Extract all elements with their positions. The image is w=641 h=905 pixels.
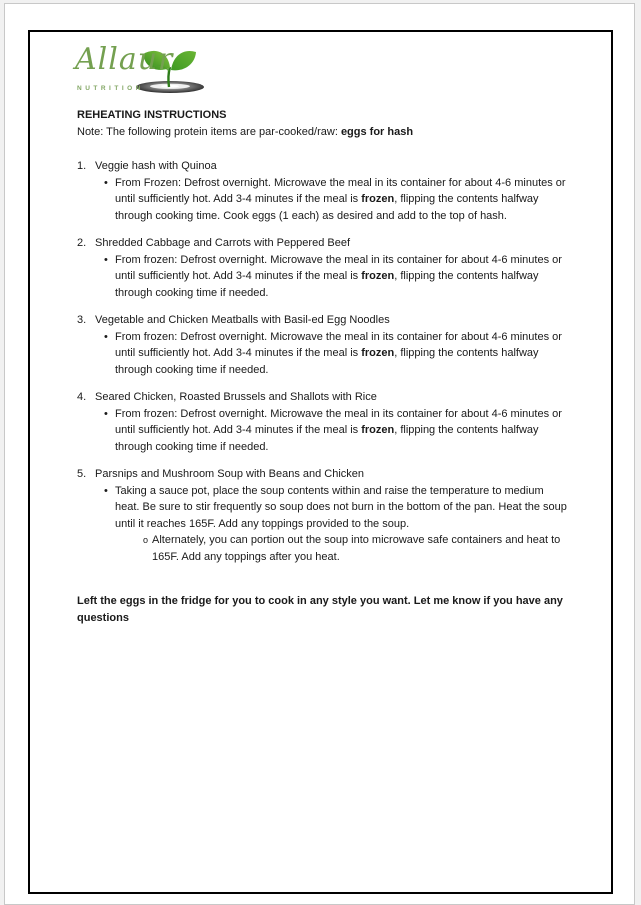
text-segment: , flipping the contents halfway through cooking time. Cook eggs (1 each) as desired and add to the top of hash. bbox=[115, 193, 539, 222]
sub-bullet-marker: o bbox=[143, 535, 149, 545]
item-heading bbox=[77, 466, 569, 483]
item-bullets bbox=[77, 483, 569, 566]
item-title: Veggie hash with Quinoa bbox=[95, 160, 217, 172]
bullet-marker: • bbox=[104, 253, 108, 266]
list-item bbox=[77, 389, 569, 455]
note-line bbox=[77, 124, 569, 141]
item-number: 5. bbox=[77, 468, 87, 480]
logo bbox=[75, 40, 215, 92]
document-content bbox=[77, 40, 569, 626]
bold-text-segment: frozen bbox=[361, 270, 395, 282]
brand-name: Allaur bbox=[75, 42, 174, 77]
text-segment: , flipping the contents halfway through cooking time if needed. bbox=[115, 424, 539, 453]
bullet-text bbox=[115, 329, 568, 379]
document-frame bbox=[28, 30, 613, 894]
item-title: Parsnips and Mushroom Soup with Beans and Chicken bbox=[95, 468, 365, 480]
sub-bullet-item bbox=[143, 532, 569, 565]
list-item bbox=[77, 158, 569, 224]
item-number: 1. bbox=[77, 160, 87, 172]
bullet-item bbox=[104, 406, 569, 456]
brand-subtitle: NUTRITION bbox=[77, 85, 144, 92]
item-title: Shredded Cabbage and Carrots with Peppered Beef bbox=[95, 237, 351, 249]
instruction-list bbox=[77, 158, 569, 565]
item-heading bbox=[77, 312, 569, 329]
bullet-text bbox=[115, 175, 568, 225]
text-segment: Alternately, you can portion out the soup into microwave safe containers and heat to 165F. Add any toppings after you heat. bbox=[152, 534, 561, 563]
item-number: 4. bbox=[77, 391, 87, 403]
text-segment: , flipping the contents halfway through cooking time if needed. bbox=[115, 347, 539, 376]
item-bullets bbox=[77, 175, 569, 225]
text-segment: From frozen: Defrost overnight. Microwave the meal in its container for about 4-6 minutes or until sufficiently hot. Add 3-4 minutes if the meal is bbox=[115, 253, 562, 282]
bullet-marker: • bbox=[104, 484, 108, 497]
item-number: 2. bbox=[77, 237, 87, 249]
bullet-item bbox=[104, 329, 569, 379]
bullet-marker: • bbox=[104, 330, 108, 343]
item-heading bbox=[77, 158, 569, 175]
sub-bullet-text bbox=[152, 532, 569, 565]
bullet-text bbox=[115, 252, 568, 302]
item-bullets bbox=[77, 252, 569, 302]
bold-text-segment: frozen bbox=[361, 347, 395, 359]
item-bullets bbox=[77, 329, 569, 379]
item-heading bbox=[77, 235, 569, 252]
bold-text-segment: frozen bbox=[361, 424, 395, 436]
text-segment: From Frozen: Defrost overnight. Microwave the meal in its container for about 4-6 minutes or until sufficiently hot. Add 3-4 minutes if the meal is bbox=[115, 176, 566, 205]
bullet-text bbox=[115, 406, 568, 456]
bullet-item bbox=[104, 483, 569, 533]
item-heading bbox=[77, 389, 569, 406]
item-number: 3. bbox=[77, 314, 87, 326]
bullet-item bbox=[104, 175, 569, 225]
text-segment: , flipping the contents halfway through cooking time if needed. bbox=[115, 270, 539, 299]
text-segment: Taking a sauce pot, place the soup contents within and raise the temperature to medium heat. Be sure to stir frequently so soup does not burn in the bottom of the pan. Heat the soup until it reaches 165F. Add any toppings provided to the soup. bbox=[115, 484, 567, 530]
text-segment: From frozen: Defrost overnight. Microwave the meal in its container for about 4-6 minutes or until sufficiently hot. Add 3-4 minutes if the meal is bbox=[115, 330, 562, 359]
bold-text-segment: frozen bbox=[361, 193, 395, 205]
section-title: REHEATING INSTRUCTIONS bbox=[77, 109, 227, 121]
item-title: Seared Chicken, Roasted Brussels and Shallots with Rice bbox=[95, 391, 377, 403]
text-segment: Note: The following protein items are par-cooked/raw: bbox=[77, 125, 341, 138]
bullet-item bbox=[104, 252, 569, 302]
item-title: Vegetable and Chicken Meatballs with Basil-ed Egg Noodles bbox=[95, 314, 390, 326]
item-bullets bbox=[77, 406, 569, 456]
list-item bbox=[77, 312, 569, 378]
list-item bbox=[77, 235, 569, 301]
text-segment: From frozen: Defrost overnight. Microwave the meal in its container for about 4-6 minutes or until sufficiently hot. Add 3-4 minutes if the meal is bbox=[115, 407, 562, 436]
bullet-marker: • bbox=[104, 176, 108, 189]
bold-text-segment: eggs for hash bbox=[340, 125, 414, 138]
bullet-text bbox=[115, 483, 568, 533]
closing-paragraph: Left the eggs in the fridge for you to cook in any style you want. Let me know if you have any questions bbox=[77, 595, 563, 624]
document-page bbox=[4, 3, 635, 905]
bullet-marker: • bbox=[104, 407, 108, 420]
list-item bbox=[77, 466, 569, 565]
